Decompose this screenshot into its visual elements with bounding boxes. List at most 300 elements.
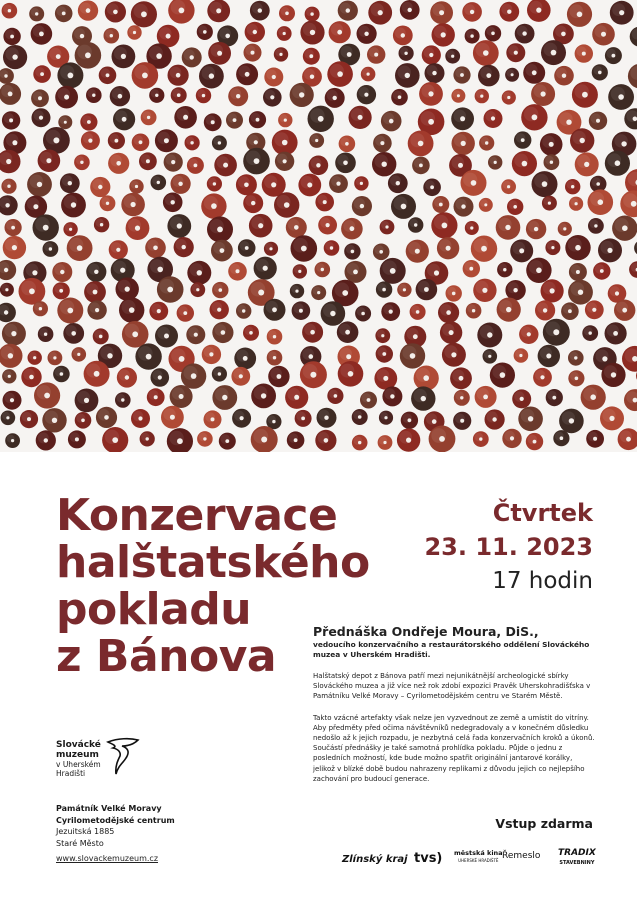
bead-hole [284,202,290,208]
lecture-description [313,624,595,784]
bead-hole [121,54,126,59]
address-line: Památník Velké Moravy [56,804,162,813]
bead-hole [104,415,109,420]
bead-hole [540,375,544,379]
bead-hole [534,227,538,231]
bead-hole [219,288,223,292]
bead-hole [310,30,315,35]
bead-hole [618,94,624,100]
bead-hole [364,93,368,97]
bead-hole [429,53,433,57]
bead-hole [513,205,517,209]
bead-hole [408,8,412,12]
bead-hole [415,249,420,254]
bead-hole [116,248,120,252]
bead-hole [619,10,624,15]
bead-hole [69,228,72,231]
bead-hole [95,308,99,312]
bead-hole [480,95,483,98]
bead-hole [68,73,74,79]
bead-hole [383,441,386,444]
bead-hole [113,10,118,15]
bead-hole [249,331,253,335]
bead-hole [223,163,228,168]
bead-hole [142,73,148,79]
logo-line: Slovácké [56,740,101,750]
bead-hole [552,396,556,400]
bead-hole [294,438,298,442]
bead-hole [298,270,301,273]
bead-hole [40,72,44,76]
bead-hole [178,182,182,186]
event-day: Čtvrtek [492,499,593,527]
bead-hole [179,7,185,13]
bead-hole [385,225,388,228]
bead-hole [494,161,497,164]
bead-hole [461,141,466,146]
bead-hole [129,307,135,313]
bead-hole [122,117,127,122]
address-line: Jezuitská 1885 [56,827,115,836]
bead-hole [406,438,411,443]
title-line: z Bánova [56,631,277,682]
bead-hole [85,52,91,58]
bead-hole [33,356,36,359]
bead-hole [209,352,213,356]
bead-hole [346,354,351,359]
bead-hole [315,139,318,142]
bead-hole [4,310,8,314]
bead-hole [390,268,396,274]
bead-hole [527,332,531,336]
bead-hole [146,354,152,360]
bead-hole [507,10,511,14]
bead-hole [405,73,410,78]
bead-hole [258,223,263,228]
bead-hole [452,292,456,296]
bead-hole [326,223,330,227]
bead-hole [548,202,551,205]
bead-hole [67,308,73,314]
bead-hole [94,371,100,377]
bead-hole [12,245,17,250]
bead-hole [5,288,8,291]
bead-hole [568,309,572,313]
bead-hole [245,72,250,77]
bead-hole [596,119,600,123]
bead-hole [507,96,510,99]
bead-hole [532,114,538,120]
bead-hole [542,181,548,187]
bead-hole [258,8,262,12]
bead-hole [612,54,616,58]
museum-logo-text [56,740,101,778]
bead-hole [520,397,524,401]
bead-hole [324,438,329,443]
bead-hole [310,75,314,79]
bead-hole [575,377,579,381]
sponsor-logos [340,842,598,878]
bead-hole [98,185,102,189]
bead-hole [460,116,465,121]
bead-hole [575,202,578,205]
zlin-logo-text: Zlínský kraj [342,854,408,865]
bead-hole [8,92,13,97]
bead-hole [217,308,221,312]
bead-hole [7,185,10,188]
bead-hole [167,287,173,293]
bead-hole [182,245,186,249]
bead-hole [43,225,49,231]
bead-hole [239,374,243,378]
bead-hole [116,161,121,166]
bead-hole [49,247,52,250]
bead-hole [218,372,221,375]
bead-hole [403,288,406,291]
venue-address [56,803,175,849]
bead-hole [434,270,439,275]
bead-hole [64,121,67,124]
bead-hole [358,115,363,120]
bead-hole [383,376,388,381]
bead-hole [382,352,386,356]
bead-hole [575,245,581,251]
bead-hole [593,437,597,441]
bead-hole [261,393,266,398]
bead-hole [272,307,277,312]
bead-hole [491,116,495,120]
bead-hole [622,225,628,231]
bead-hole [153,246,158,251]
bead-hole [611,372,616,377]
title-line: pokladu [56,584,252,635]
bead-hole [549,142,554,147]
bead-hole [106,73,110,77]
bead-hole [482,288,487,293]
title-line: halštatského [56,537,370,588]
bead-hole [6,416,9,419]
bead-hole [483,395,488,400]
bead-hole [203,437,206,440]
bead-hole [560,436,564,440]
bead-hole [183,115,188,120]
bead-hole [202,94,205,97]
bead-hole [330,246,333,249]
bead-hole [551,50,557,56]
bead-hole [283,32,286,35]
bead-hole [236,94,240,98]
bead-hole [221,330,226,335]
bead-hole [75,437,79,441]
bead-hole [310,330,315,335]
bead-hole [209,73,214,78]
bead-hole [442,223,448,229]
bead-hole [337,30,342,35]
bead-hole [574,356,577,359]
bead-hole [225,439,229,443]
bead-hole [272,420,275,423]
bead-hole [8,353,13,358]
bead-hole [190,55,194,59]
bead-hole [135,185,138,188]
bead-hole [309,354,314,359]
bead-hole [596,182,600,186]
bead-hole [418,141,424,147]
bead-hole [553,329,559,335]
bead-hole [404,52,407,55]
bead-hole [56,54,61,59]
bead-hole [194,333,198,337]
bead-hole [39,307,42,310]
bead-hole [251,201,255,205]
bead-hole [118,94,123,99]
bead-hole [491,32,495,36]
bead-hole [317,291,320,294]
bead-hole [110,34,113,37]
bead-hole [155,94,158,97]
bead-hole [324,416,328,420]
bead-hole [345,142,349,146]
bead-hole [345,330,350,335]
bead-hole [430,185,434,189]
bead-hole [81,419,85,423]
bead-hole [225,34,230,39]
bead-hole [217,51,222,56]
bead-hole [254,158,260,164]
kino-logo-text: městská kina [454,849,503,857]
bead-hole [156,53,162,59]
logo-line: muzeum [56,750,99,760]
bead-hole [416,310,420,314]
bead-hole [53,137,59,143]
bead-hole [485,141,488,144]
bead-hole [100,223,103,226]
bead-hole [382,162,387,167]
bead-hole [236,269,240,273]
bead-hole [459,376,464,381]
bead-hole [299,92,304,97]
bead-hole [580,138,585,143]
bead-hole [506,307,511,312]
bead-hole [563,227,566,230]
bead-hole [279,53,282,56]
bead-hole [584,162,589,167]
bead-hole [358,441,361,444]
bead-hole [84,398,89,403]
bead-hole [472,309,475,312]
bead-hole [176,73,181,78]
bead-hole [125,375,129,379]
bead-hole [321,268,324,271]
bead-hole [390,394,394,398]
bead-hole [53,356,56,359]
bead-hole [139,140,143,144]
bead-hole [348,371,354,377]
bead-hole [39,116,43,120]
bead-hole [29,375,34,380]
bead-hole [29,288,35,294]
bead-hole [613,331,618,336]
bead-hole [307,183,312,188]
bead-hole [470,226,473,229]
bead-hole [398,95,402,99]
bead-hole [251,51,255,55]
bead-hole [131,202,136,207]
event-datetime [424,496,593,598]
bead-hole [546,354,551,359]
bead-hole [602,356,607,361]
bead-hole [218,141,221,144]
bead-hole [615,291,619,295]
bead-hole [536,8,541,13]
bead-hole [11,226,15,230]
bead-hole [310,12,313,15]
bead-hole [451,55,454,58]
bead-hole [428,119,434,125]
bead-hole [566,120,571,125]
bead-hole [519,248,524,253]
bead-hole [132,331,138,337]
bead-hole [94,270,98,274]
bead-hole [461,204,465,208]
bead-hole [633,117,637,122]
logo-line: Hradišti [56,769,86,778]
website-link[interactable]: www.slovackemuzeum.cz [56,854,159,863]
tradix-logo [558,848,596,868]
bead-hole [11,439,14,442]
bead-hole [364,32,368,36]
bead-hole [481,246,487,252]
bead-hole [389,119,394,124]
bead-hole [190,141,193,144]
bead-hole [146,437,149,440]
bead-hole [121,398,124,401]
bead-hole [253,30,257,34]
bead-hole [273,356,276,359]
bead-hole [367,398,371,402]
bead-hole [378,10,383,15]
bead-hole [432,419,437,424]
bead-hole [330,311,335,316]
bead-hole [318,116,324,122]
bead-hole [541,91,546,96]
address-line: Staré Město [56,838,104,848]
bead-hole [631,201,637,207]
bead-hole [146,159,150,163]
bead-hole [277,374,282,379]
bead-hole [138,416,142,420]
bead-hole [381,334,384,337]
bead-hole [39,32,44,37]
bead-hole [5,203,9,207]
tvs-logo: tvs) [414,851,443,866]
kino-logo-subtext: UHERSKÉ HRADIŠTĚ [458,858,499,863]
bead-hole [367,73,370,76]
bead-hole [4,268,8,272]
bead-hole [211,203,217,209]
bead-hole [263,266,268,271]
bead-hole [334,394,338,398]
bead-hole [254,140,258,144]
bead-hole [310,372,316,378]
bead-hole [511,73,514,76]
bead-hole [621,141,626,146]
bead-hole [439,10,444,15]
bead-hole [32,270,37,275]
bead-hole [598,199,604,205]
bead-hole [107,353,112,358]
bead-hole [46,158,51,163]
bead-hole [191,373,197,379]
bead-hole [44,393,50,399]
bead-hole [273,335,276,338]
bead-hole [360,182,363,185]
bead-hole [428,91,433,96]
bead-hole [62,12,66,16]
bead-hole [382,288,386,292]
bead-hole [460,73,464,77]
bead-hole [125,287,130,292]
bead-hole [44,333,47,336]
bead-hole [522,161,528,167]
bead-hole [147,116,150,119]
bead-hole [316,163,320,167]
bead-hole [582,52,586,56]
bead-hole [347,52,352,57]
bead-hole [421,396,426,401]
bead-hole [157,267,163,273]
bead-hole [460,396,463,399]
bead-hole [120,268,125,273]
bead-hole [389,310,393,314]
bead-hole [449,330,454,335]
bead-hole [432,71,436,75]
lecturer-heading: Přednáška Ondřeje Moura, DiS., [313,624,539,639]
bead-hole [35,12,38,15]
bead-hole [323,200,327,204]
bead-hole [92,94,95,97]
bead-hole [194,164,198,168]
bead-hole [609,416,614,421]
bead-hole [197,270,202,275]
bead-hole [380,141,384,145]
bead-hole [505,225,510,230]
bead-hole [115,139,119,143]
bead-hole [135,226,140,231]
bead-hole [256,118,260,122]
bead-hole [360,204,364,208]
bead-hole [578,290,583,295]
bead-hole [284,119,287,122]
bead-hole [80,161,83,164]
bead-hole [8,9,11,12]
bead-hole [282,140,288,146]
bead-hole [179,356,185,362]
bead-hole [483,50,489,56]
bead-hole [361,312,365,316]
bead-hole [27,417,31,421]
bead-hole [37,182,42,187]
bead-hole [451,352,456,357]
bead-hole [44,438,48,442]
bead-hole [60,372,64,376]
bead-hole [10,398,14,402]
zlin-region-logo [342,854,408,865]
bead-hole [507,185,510,188]
lecturer-role: vedoucího konzervačního a restaurátorského oddělení Slováckého muzea v Uherském Hradišti. [313,640,590,659]
bead-hole [59,289,63,293]
museum-logo [56,736,166,796]
